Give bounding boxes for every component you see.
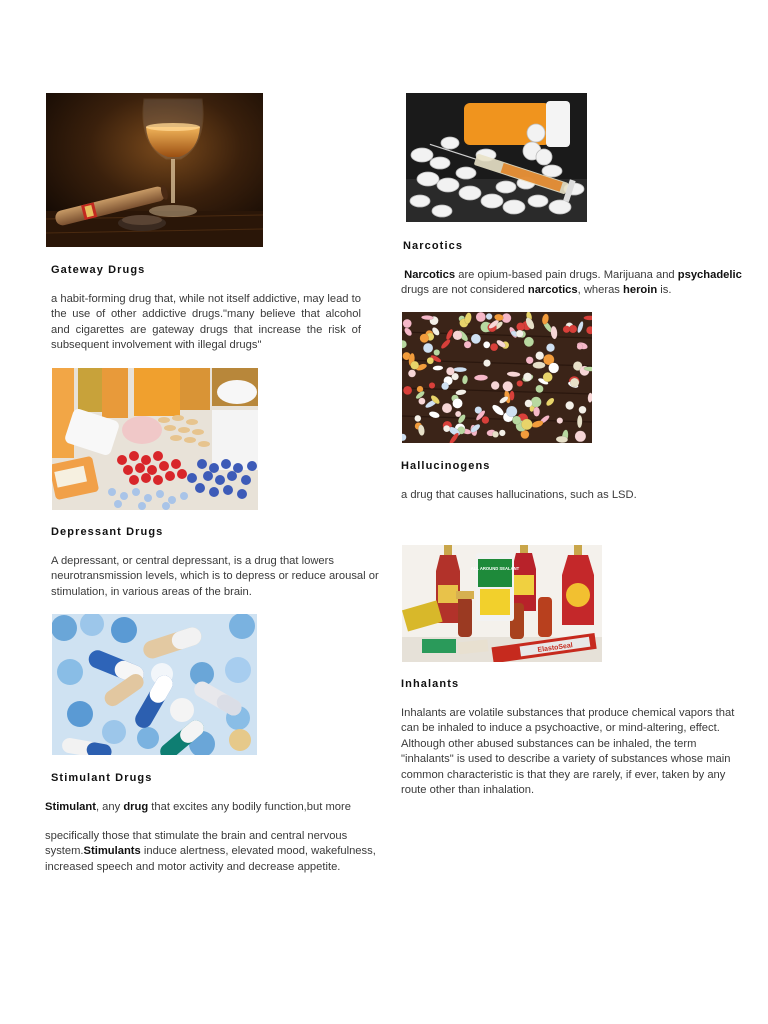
pill-dot <box>533 362 546 369</box>
pill-dot <box>577 415 582 428</box>
syringe-pills-image <box>406 93 587 222</box>
pill-dot <box>536 352 544 360</box>
gateway-drugs-description: a habit-forming drug that, while not itself addictive, may lead to the use of other addictive drugs."many believe that alcohol and cigarettes are gateway drugs that increase the risk of subsequent involvement with illegal drugs" <box>51 293 361 352</box>
stimulant-definition <box>45 800 387 815</box>
pill-dot <box>523 373 532 382</box>
pill-dot <box>446 367 454 375</box>
psychadelic-term: psychadelic <box>677 269 742 281</box>
pill-dot <box>476 312 486 322</box>
pill-dot <box>483 341 490 348</box>
narcotics-text-1: are opium-based pain drugs. Marijuana and <box>455 269 678 281</box>
narcotics-text-4: is. <box>657 284 672 297</box>
narcotics-text-2: drugs are not considered <box>401 284 528 297</box>
pill-bottles-image <box>52 368 258 510</box>
pill-dot <box>510 391 515 401</box>
pill-dot <box>546 344 554 352</box>
pill-dot <box>506 406 517 417</box>
pill-dot <box>482 416 489 423</box>
narcotics-description <box>401 268 751 299</box>
pill-dot <box>423 343 433 353</box>
pill-dot <box>492 431 498 437</box>
pill-dot <box>563 326 570 333</box>
pill-dot <box>517 380 523 386</box>
capsules-image <box>52 614 257 755</box>
pill-dot <box>443 425 450 432</box>
stimulant-drugs-heading: Stimulant Drugs <box>51 772 153 784</box>
pill-dot <box>415 415 422 422</box>
inhalants-description: Inhalants are volatile substances that produce chemical vapors that can be inhaled to induce a psychoactive, or mind-altering, effect. Although other abused substances can be inhaled, the term "inhalants" is used to describe a variety of substances whose main common characteristic is that they are rarely, if ever, taken by any route other than inhalation. <box>401 707 735 797</box>
pill-dot <box>549 363 559 373</box>
pill-dot <box>453 367 466 372</box>
pill-dot <box>524 337 534 347</box>
narcotics-term-2: narcotics <box>527 284 578 297</box>
hallucinogens-description: a drug that causes hallucinations, such as LSD. <box>401 489 637 501</box>
pill-dot <box>403 319 412 328</box>
sealant-brand-label: ALL AROUND SEALANT <box>470 566 520 571</box>
pill-dot <box>434 349 440 355</box>
pill-dot <box>433 365 444 370</box>
pill-dot <box>486 313 492 319</box>
pill-dot <box>442 403 452 413</box>
pill-dot <box>408 370 416 378</box>
pill-dot <box>512 416 521 425</box>
pill-dot <box>575 431 586 442</box>
pill-dot <box>483 360 490 367</box>
stimulant-text-2: that excites any bodily function,but more <box>148 801 351 813</box>
pill-dot <box>521 419 532 430</box>
pill-dot <box>421 315 433 320</box>
pill-dot <box>471 334 481 344</box>
narcotics-heading: Narcotics <box>403 240 464 252</box>
pill-dot <box>453 398 463 408</box>
pill-dot <box>499 430 505 436</box>
pill-dot <box>533 407 539 417</box>
pill-dot <box>586 326 592 334</box>
pill-dot <box>543 372 553 382</box>
stimulant-term: Stimulant <box>45 801 96 813</box>
depressant-drugs-heading: Depressant Drugs <box>51 526 164 538</box>
stimulants-term: Stimulants <box>83 845 141 858</box>
pill-dot <box>453 331 462 340</box>
narcotics-term-1: Narcotics <box>404 269 456 281</box>
pill-dot <box>464 341 471 348</box>
pill-dot <box>516 330 523 337</box>
elastoseal-label: ElastoSeal <box>537 642 574 654</box>
pill-dot <box>584 316 592 321</box>
colorful-pills-image <box>402 312 592 443</box>
pill-dot <box>579 406 587 414</box>
gateway-drugs-heading: Gateway Drugs <box>51 264 146 276</box>
pill-dot <box>420 334 429 343</box>
pill-dot <box>531 397 542 408</box>
pill-dot <box>516 323 524 331</box>
pill-dot <box>455 411 461 417</box>
depressant-drugs-description: A depressant, or central depressant, is a drug that lowers neurotransmission levels, which is to depress or reduce arousal or stimulation, in various areas of the brain. <box>51 555 379 598</box>
pill-dot <box>526 357 533 364</box>
pill-dot <box>441 382 448 389</box>
pill-dot <box>419 398 426 405</box>
inhalants-heading: Inhalants <box>401 678 460 690</box>
pill-dot <box>536 385 544 393</box>
pill-dot <box>570 378 579 387</box>
pill-dot <box>429 382 435 388</box>
pill-dot <box>411 361 419 369</box>
stimulant-effects <box>45 829 387 875</box>
drug-term: drug <box>123 801 149 813</box>
alcohol-cigar-image <box>46 93 263 247</box>
pill-dot <box>525 400 533 408</box>
pill-dot <box>566 401 574 409</box>
stimulant-text-1: , any <box>95 801 124 813</box>
pill-dot <box>503 381 513 391</box>
pill-dot <box>474 375 488 381</box>
pill-dot <box>490 343 498 351</box>
pill-dot <box>427 357 434 364</box>
stimulant-text-4: induce alertness, elevated mood, wakefulness, increased speech and motor activity and decrease appetite. <box>45 845 376 873</box>
heroin-term: heroin <box>623 284 658 297</box>
inhalant-products-image <box>402 545 602 662</box>
hallucinogens-heading: Hallucinogens <box>401 460 491 472</box>
pill-dot <box>557 418 563 424</box>
narcotics-text-3: , wheras <box>577 284 624 297</box>
pill-dot <box>491 381 499 389</box>
stimulant-text-3: specifically those that stimulate the brain and central nervous system. <box>45 830 348 858</box>
pill-dot <box>403 386 412 395</box>
pill-dot <box>577 344 583 350</box>
